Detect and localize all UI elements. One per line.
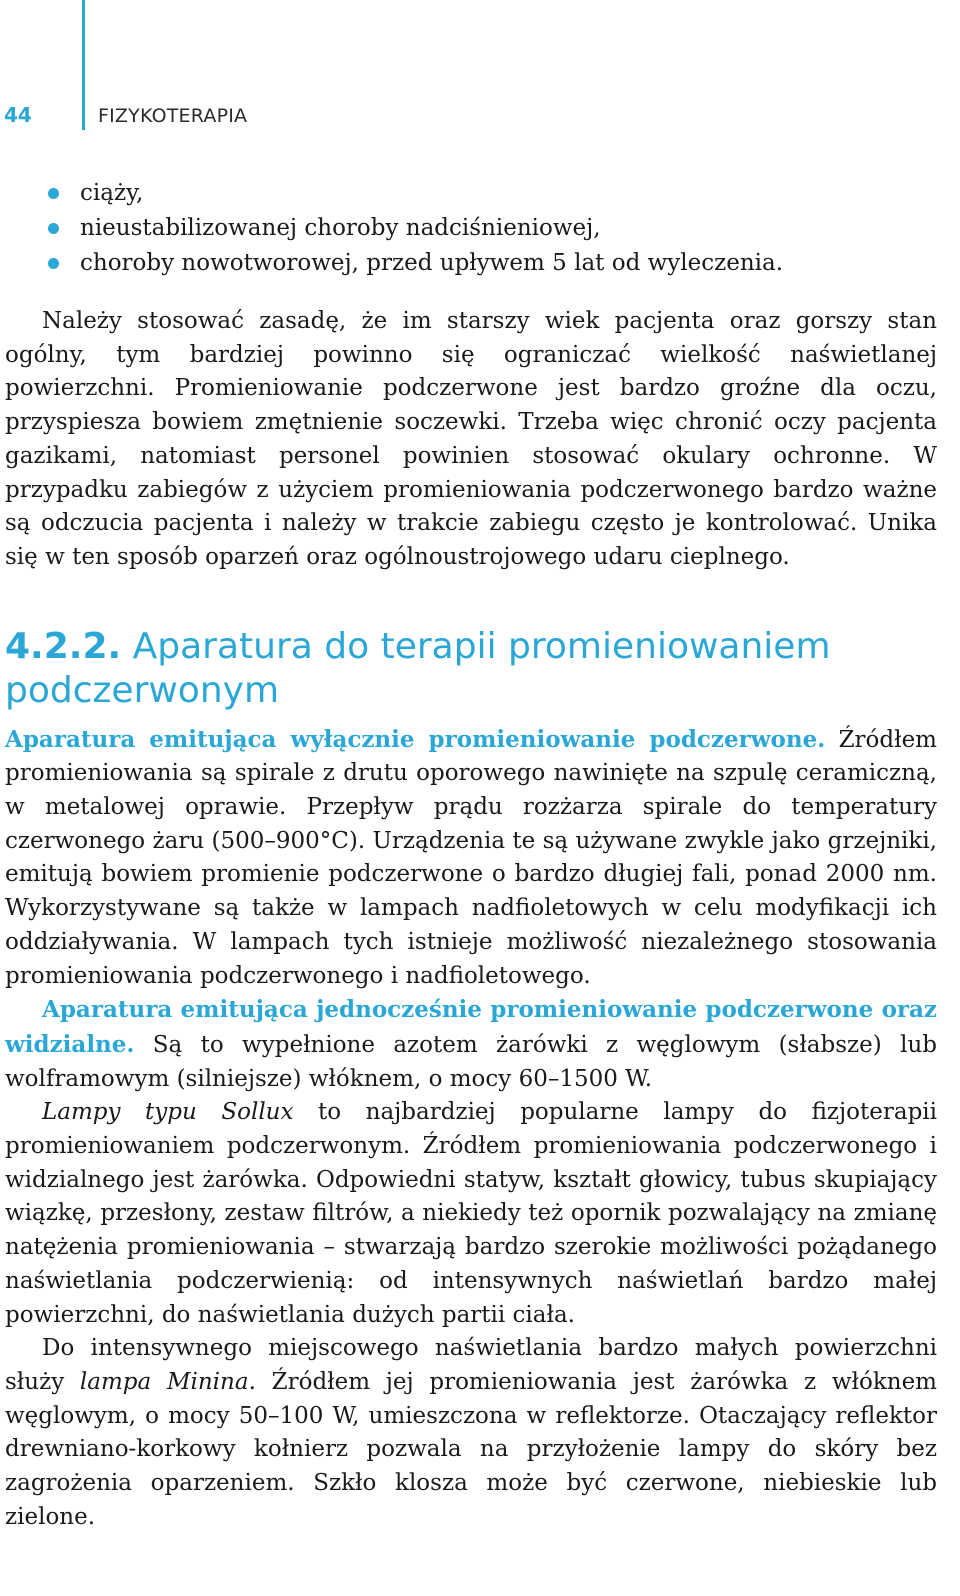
- paragraph-infrared-only: [5, 723, 937, 994]
- paragraph-sollux-lamps: [5, 1096, 937, 1332]
- paragraph-eye-protection: Należy stosować zasadę, że im starszy wiek pacjenta oraz gorszy stan ogólny, tym bardziej powinno się ograniczać wielkość naświetlanej powierzchni. Promieniowanie podczerwone jest bardzo groźne dla oczu, przyspiesza bowiem zmętnienie soczewki. Trzeba więc chronić oczy pacjenta gazikami, natomiast personel powinien stosować okulary ochronne. W przypadku zabiegów z użyciem promieniowania podczerwonego bardzo ważne są odczucia pacjenta i należy w trakcie zabiegu często je kontrolować. Unika się w ten sposób oparzeń oraz ogólnoustrojowego udaru cieplnego.: [5, 308, 937, 570]
- page-number: 44: [4, 103, 32, 127]
- paragraph-text: . Źródłem jej promieniowania jest żarówka z włóknem węglowym, o mocy 50–100 W, umieszczona w reflektorze. Otaczający reflektor drewniano-korkowy kołnierz pozwala na przyłożenie lampy do skóry bez zagrożenia oparzeniem. Szkło klosza może być czerwone, niebieskie lub zielone.: [5, 1368, 937, 1530]
- paragraph-text: to najbardziej popularne lampy do fizjoterapii promieniowaniem podczerwonym. Źródłem promieniowania podczerwonego i widzialnego jest żarówka. Odpowiedni statyw, kształt głowicy, tubus skupiający wiązkę, przesłony, zestaw filtrów, a niekiedy też opornik pozwalający na zmianę natężenia promieniowania – stwarzają bardzo szerokie możliwości pożądanego naświetlania podczerwienią: od intensywnych naświetlań bardzo małej powierzchni, do naświetlania dużych partii ciała.: [5, 1099, 938, 1328]
- running-head: FIZYKOTERAPIA: [98, 105, 248, 127]
- page-body: [5, 176, 937, 1535]
- run-in-heading: Aparatura emitująca wyłącznie promieniowanie podczerwone.: [5, 725, 826, 753]
- list-item: [5, 211, 937, 246]
- list-item-text: nieustabilizowanej choroby nadciśnieniowej,: [80, 215, 601, 241]
- bullet-icon: [48, 188, 59, 199]
- paragraph-text: Źródłem promieniowania są spirale z drutu oporowego nawinięte na szpulę ceramiczną, w metalowej oprawie. Przepływ prądu rozżarza spirale do temperatury czerwonego żaru (500–900°C). Urządzenia te są używane zwykle jako grzejniki, emitują bowiem promienie podczerwone o bardzo długiej fali, ponad 2000 nm. Wykorzystywane są także w lampach nadfioletowych w celu modyfikacji ich oddziaływania. W lampach tych istnieje możliwość niezależnego stosowania promieniowania podczerwonego i nadfioletowego.: [5, 726, 937, 989]
- run-in-heading: Aparatura emitująca jednocześnie promieniowanie podczerwone oraz widzialne.: [5, 996, 937, 1058]
- paragraph-minin-lamp: [5, 1332, 937, 1534]
- list-item-text: ciąży,: [80, 180, 144, 206]
- paragraph-text: Do intensywnego miejscowego naświetlania bardzo małych powierzchni służy: [5, 1335, 937, 1395]
- paragraph-infrared-visible: [5, 993, 937, 1096]
- list-item-text: choroby nowotworowej, przed upływem 5 lat od wyleczenia.: [80, 250, 784, 276]
- bullet-icon: [48, 223, 59, 234]
- list-item: [5, 176, 937, 211]
- italic-term: Lampy typu Sollux: [42, 1099, 294, 1126]
- paragraph-text: Są to wypełnione azotem żarówki z węglowym (słabsze) lub wolframowym (silniejsze) włóknem, o mocy 60–1500 W.: [5, 1031, 937, 1092]
- header-rule: [82, 0, 85, 130]
- section-heading: [5, 625, 937, 713]
- section-title: Aparatura do terapii promieniowaniem podczerwonym: [5, 625, 831, 711]
- bullet-icon: [48, 258, 59, 269]
- section-number: 4.2.2.: [5, 625, 122, 667]
- list-item: [5, 246, 937, 281]
- italic-term: lampa Minina: [79, 1368, 249, 1395]
- bullet-list: [5, 176, 937, 281]
- page-header: [0, 0, 960, 140]
